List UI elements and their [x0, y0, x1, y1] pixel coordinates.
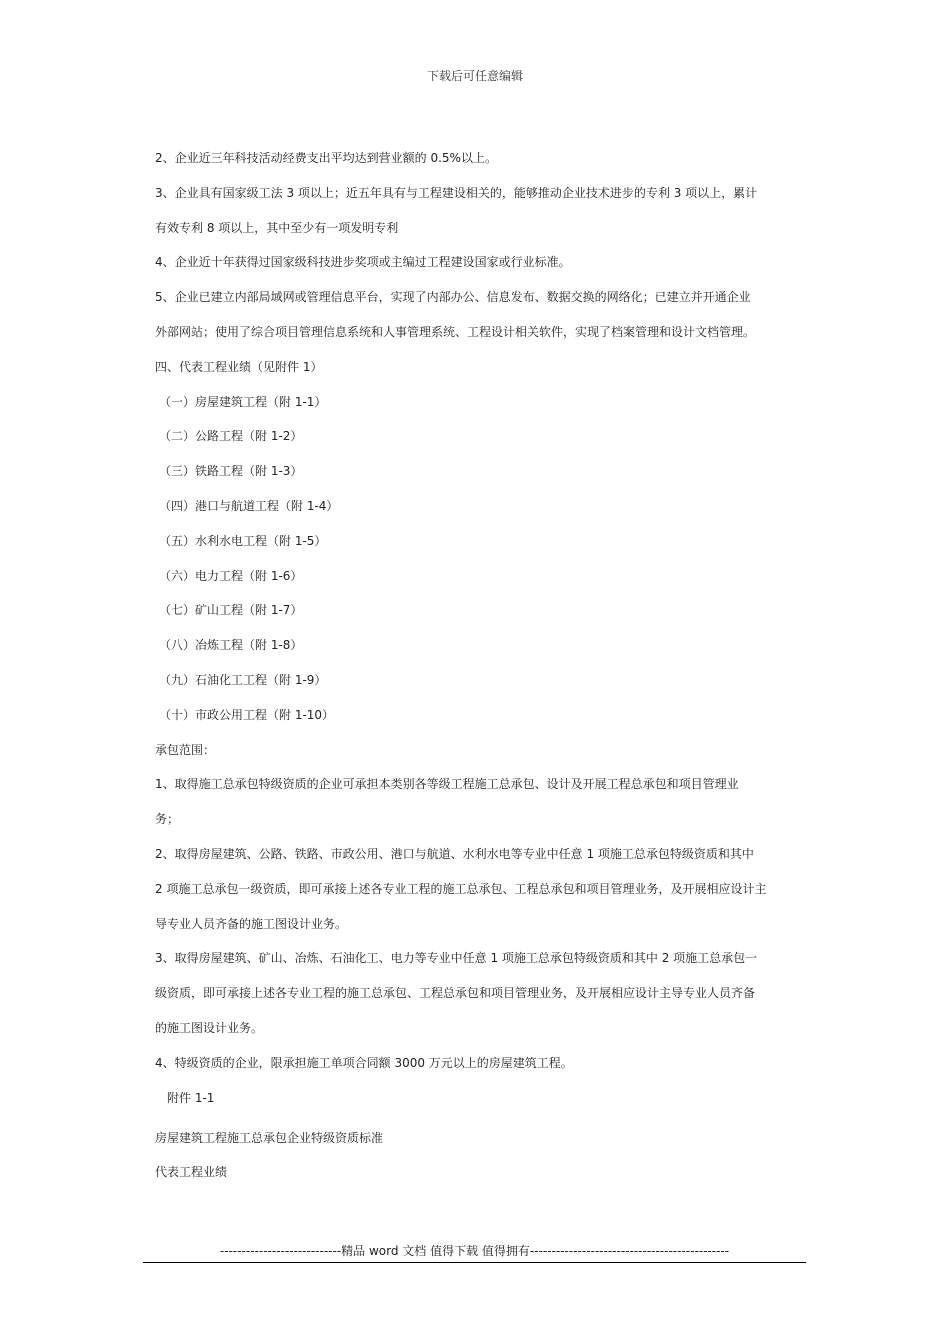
document-body: [155, 148, 800, 1197]
list-item: （六）电力工程（附 1-6）: [159, 568, 303, 583]
page-header: 下载后可任意编辑: [426, 69, 523, 83]
paragraph-line: 级资质，即可承接上述各专业工程的施工总承包、工程总承包和项目管理业务，及开展相应设计主导专业人员齐备: [155, 986, 756, 1001]
paragraph-line: 2、企业近三年科技活动经费支出平均达到营业额的 0.5%以上。: [155, 151, 497, 165]
list-item: （三）铁路工程（附 1-3）: [159, 464, 303, 479]
list-item: （五）水利水电工程（附 1-5）: [159, 533, 327, 548]
paragraph-line: 务；: [155, 812, 180, 827]
paragraph-line: 2、取得房屋建筑、公路、铁路、市政公用、港口与航道、水利水电等专业中任意 1 项施工总承包特级资质和其中: [155, 846, 754, 861]
attachment-label: 附件 1-1: [167, 1090, 215, 1105]
paragraph-line: 3、取得房屋建筑、矿山、冶炼、石油化工、电力等专业中任意 1 项施工总承包特级资质和其中 2 项施工总承包一: [155, 951, 758, 966]
paragraph-line: 4、企业近十年获得过国家级科技进步奖项或主编过工程建设国家或行业标准。: [155, 255, 571, 270]
paragraph-line: 2 项施工总承包一级资质，即可承接上述各专业工程的施工总承包、工程总承包和项目管理业务，及开展相应设计主: [155, 881, 767, 896]
paragraph-line: 有效专利 8 项以上，其中至少有一项发明专利: [155, 220, 399, 235]
paragraph-line: 5、企业已建立内部局域网或管理信息平台，实现了内部办公、信息发布、数据交换的网络化；已建立并开通企业: [155, 290, 751, 305]
attachment-title: 房屋建筑工程施工总承包企业特级资质标准: [155, 1130, 384, 1145]
list-item: （八）冶炼工程（附 1-8）: [159, 638, 303, 653]
list-item: （一）房屋建筑工程（附 1-1）: [159, 394, 327, 409]
paragraph-line: 外部网站；使用了综合项目管理信息系统和人事管理系统、工程设计相关软件，实现了档案管理和设计文档管理。: [155, 324, 756, 339]
section-heading: 承包范围：: [155, 742, 216, 757]
paragraph-line: 1、取得施工总承包特级资质的企业可承担本类别各等级工程施工总承包、设计及开展工程总承包和项目管理业: [155, 777, 739, 792]
paragraph-line: 导专业人员齐备的施工图设计业务。: [155, 916, 348, 931]
paragraph-line: 的施工图设计业务。: [155, 1020, 264, 1035]
footer-divider: [143, 1262, 806, 1263]
paragraph-line: 3、企业具有国家级工法 3 项以上；近五年具有与工程建设相关的，能够推动企业技术进步的专利 3 项以上，累计: [155, 185, 758, 200]
list-item: （九）石油化工工程（附 1-9）: [159, 672, 327, 687]
list-item: （四）港口与航道工程（附 1-4）: [159, 498, 339, 513]
list-item: （十）市政公用工程（附 1-10）: [159, 707, 335, 722]
attachment-subtitle: 代表工程业绩: [155, 1165, 228, 1180]
section-heading: 四、代表工程业绩（见附件 1）: [155, 359, 323, 374]
page-footer: ----------------------------精品 word 文档 值得下载 值得拥有----------------------------------------------: [219, 1244, 730, 1258]
list-item: （二）公路工程（附 1-2）: [159, 429, 303, 444]
list-item: （七）矿山工程（附 1-7）: [159, 603, 303, 618]
paragraph-line: 4、特级资质的企业，限承担施工单项合同额 3000 万元以上的房屋建筑工程。: [155, 1055, 573, 1070]
